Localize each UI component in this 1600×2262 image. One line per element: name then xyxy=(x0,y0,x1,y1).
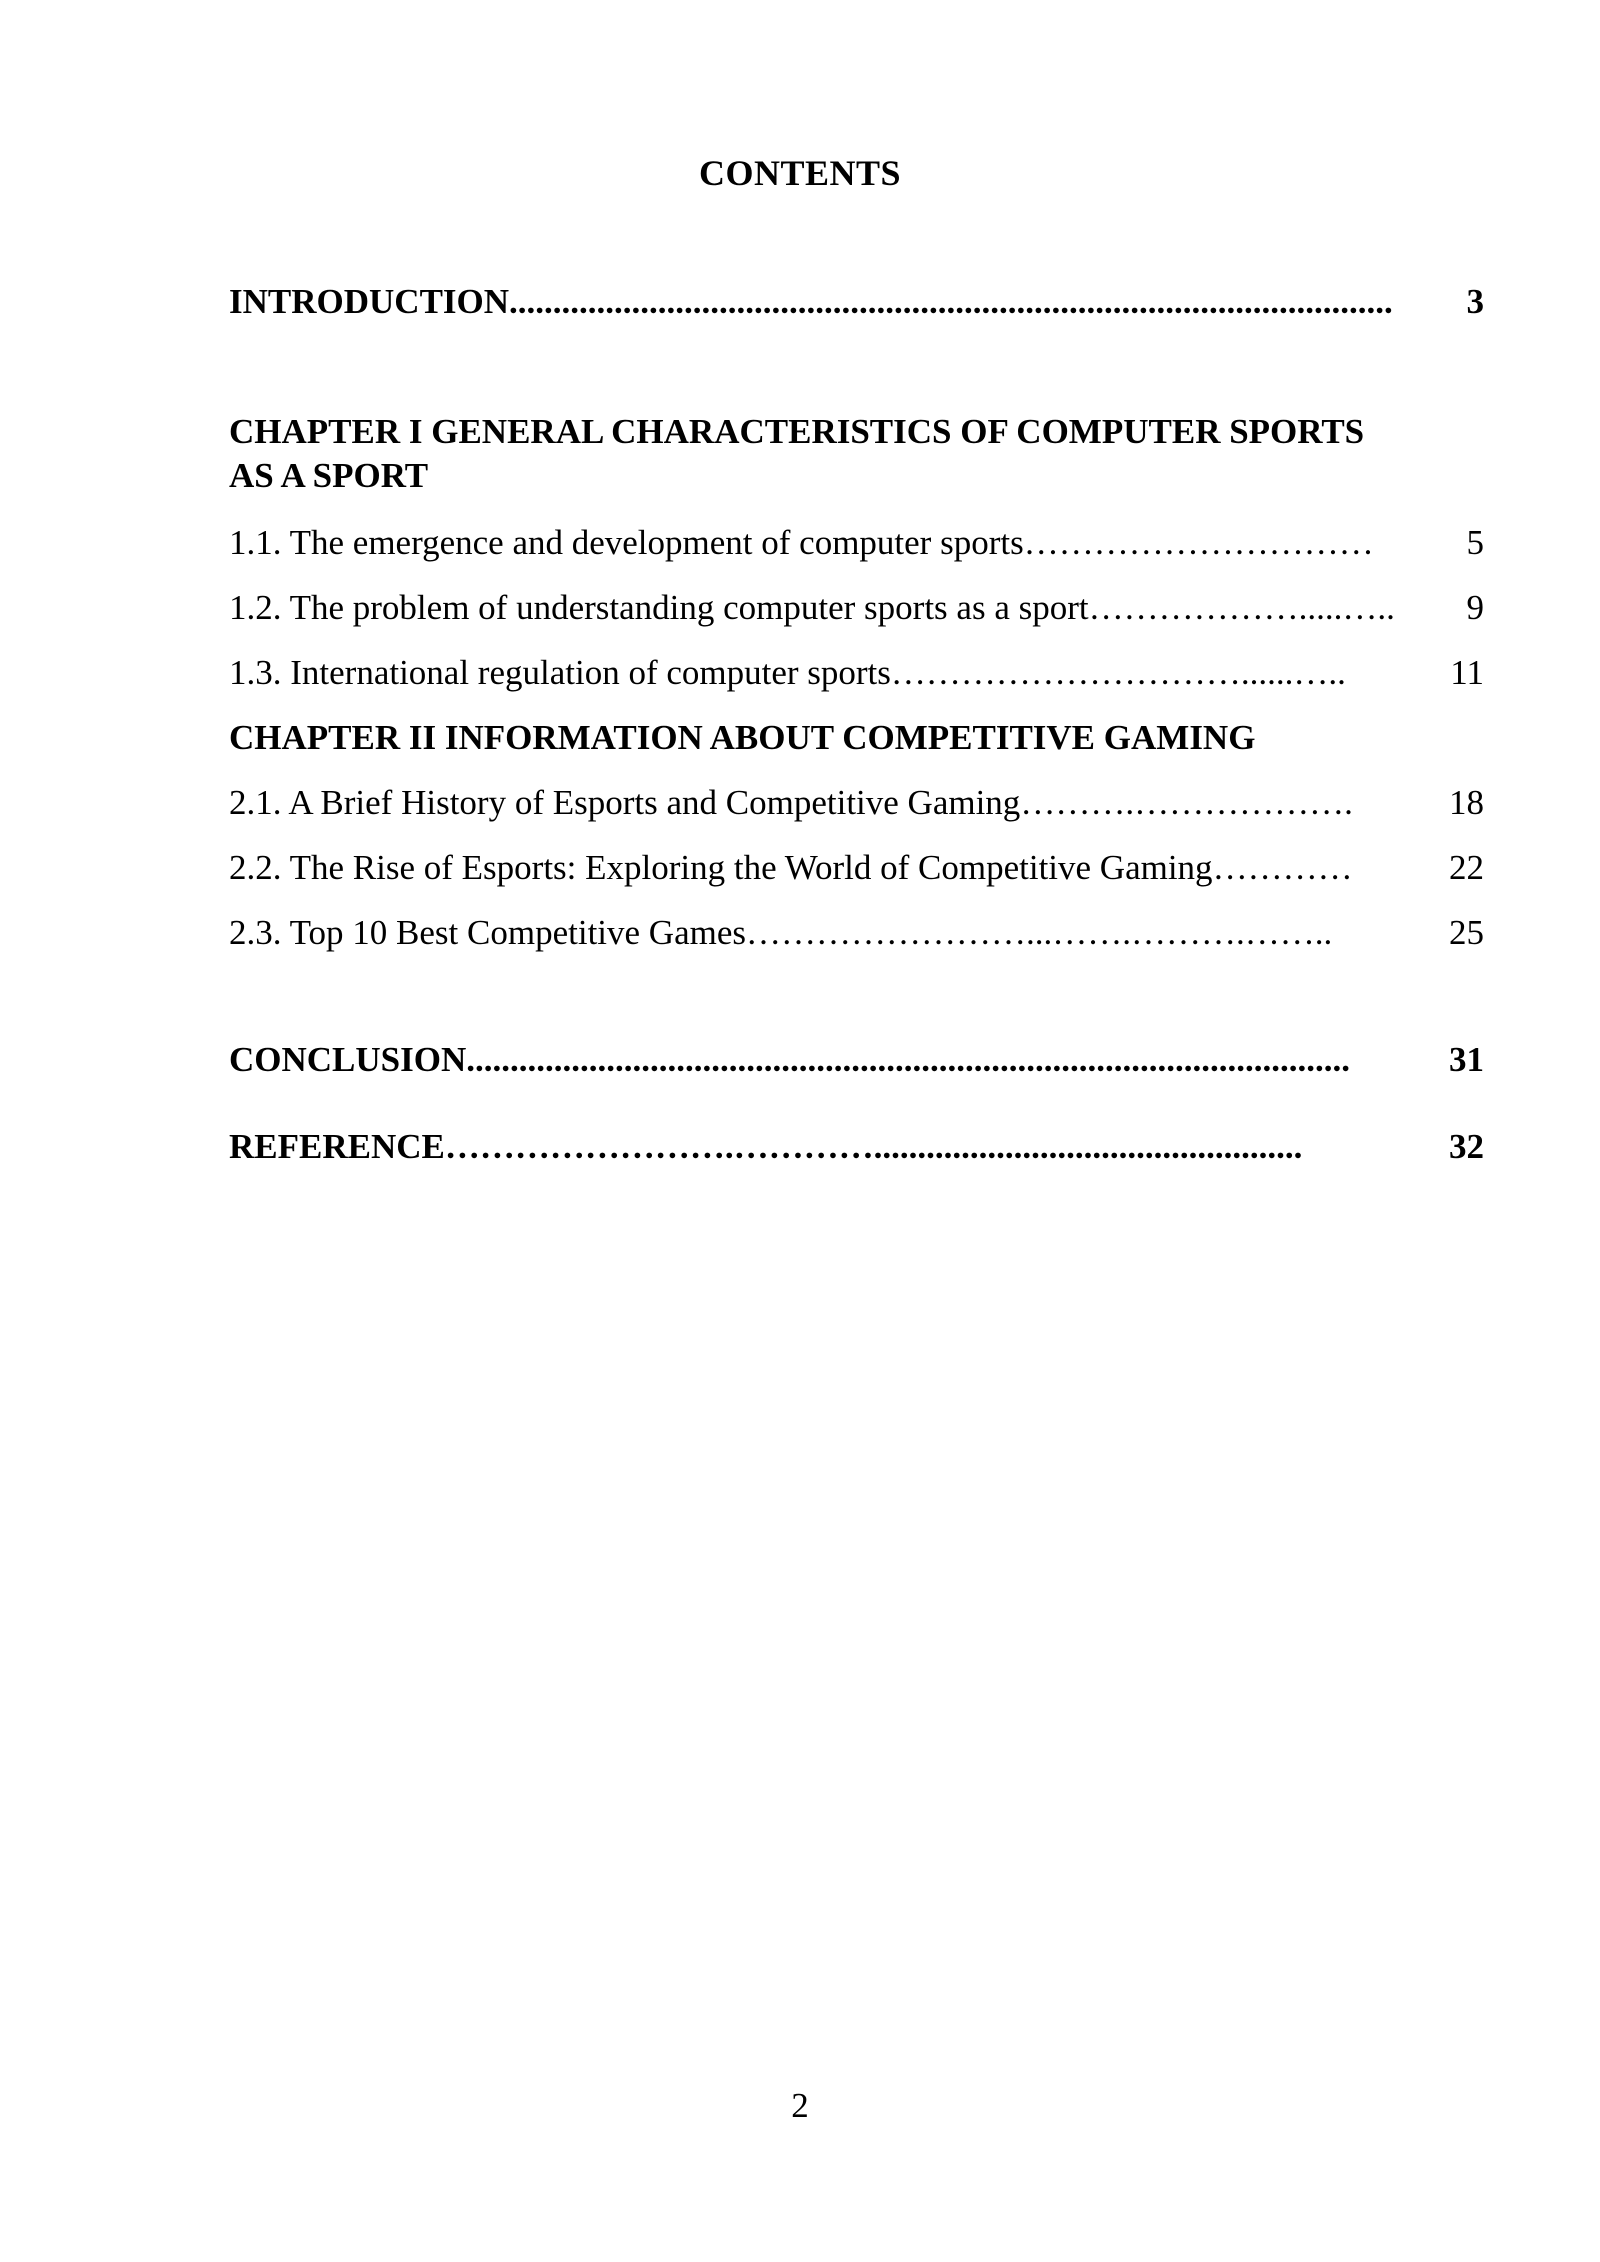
toc-leader: ………………………… xyxy=(1023,523,1374,562)
toc-chapter-2 xyxy=(229,716,1484,760)
toc-label: 2.2. The Rise of Esports: Exploring the World of Competitive Gaming xyxy=(229,848,1213,887)
toc-row[interactable] xyxy=(229,586,1484,630)
toc-label: 1.2. The problem of understanding computer sports as a sport xyxy=(229,588,1089,627)
toc-leader: ……………….....….. xyxy=(1088,588,1395,627)
toc-page-number: 25 xyxy=(1449,913,1484,952)
toc-row[interactable] xyxy=(229,651,1484,695)
toc-page-number: 18 xyxy=(1449,783,1484,822)
toc-reference xyxy=(229,1125,1484,1169)
toc-row[interactable] xyxy=(229,1125,1484,1169)
toc-label: 1.3. International regulation of computer sports xyxy=(229,653,891,692)
toc-page-number: 11 xyxy=(1450,653,1484,692)
toc-leader: …………………………......….. xyxy=(890,653,1346,692)
toc-page-number: 3 xyxy=(1466,282,1484,321)
toc-leader: ……………………...…….……….…….. xyxy=(746,913,1333,952)
toc-conclusion xyxy=(229,1038,1484,1082)
toc-leader: ..................................................................................................... xyxy=(509,282,1393,321)
toc-row[interactable] xyxy=(229,1038,1484,1082)
chapter-1-heading-line2: AS A SPORT xyxy=(229,456,429,495)
toc-row[interactable] xyxy=(229,280,1484,324)
toc-page-number: 31 xyxy=(1449,1040,1484,1079)
toc-section-2-1 xyxy=(229,781,1484,825)
toc-row[interactable] xyxy=(229,911,1484,955)
chapter-1-heading-line1: CHAPTER I GENERAL CHARACTERISTICS OF COMPUTER SPORTS xyxy=(229,412,1365,451)
toc-section-1-3 xyxy=(229,651,1484,695)
toc-section-2-2 xyxy=(229,846,1484,890)
page-number: 2 xyxy=(791,2086,809,2125)
toc-label: 2.1. A Brief History of Esports and Competitive Gaming xyxy=(229,783,1021,822)
toc-label: 1.1. The emergence and development of computer sports xyxy=(229,523,1024,562)
toc-page-number: 22 xyxy=(1449,848,1484,887)
chapter-2-heading[interactable]: CHAPTER II INFORMATION ABOUT COMPETITIVE GAMING xyxy=(229,718,1256,757)
toc-row[interactable] xyxy=(229,521,1484,565)
toc-introduction xyxy=(229,280,1484,324)
toc-leader: ..................................................................................................... xyxy=(466,1040,1351,1079)
toc-label: INTRODUCTION xyxy=(229,282,510,321)
toc-row[interactable] xyxy=(229,781,1484,825)
toc-leader: …………………….…………................................................. xyxy=(444,1127,1303,1166)
chapter-1-heading[interactable] xyxy=(229,410,1484,498)
toc-section-1-2 xyxy=(229,586,1484,630)
toc-chapter-1 xyxy=(229,410,1484,498)
toc-page-number: 5 xyxy=(1466,523,1484,562)
toc-label: REFERENCE xyxy=(229,1127,445,1166)
toc-row[interactable] xyxy=(229,846,1484,890)
toc-section-1-1 xyxy=(229,521,1484,565)
toc-leader: ……….………………. xyxy=(1020,783,1353,822)
contents-title: CONTENTS xyxy=(698,153,902,193)
toc-leader: ………… xyxy=(1212,848,1353,887)
toc-label: 2.3. Top 10 Best Competitive Games xyxy=(229,913,747,952)
toc-label: CONCLUSION xyxy=(229,1040,467,1079)
toc-page-number: 9 xyxy=(1466,588,1484,627)
toc-section-2-3 xyxy=(229,911,1484,955)
toc-page-number: 32 xyxy=(1449,1127,1484,1166)
